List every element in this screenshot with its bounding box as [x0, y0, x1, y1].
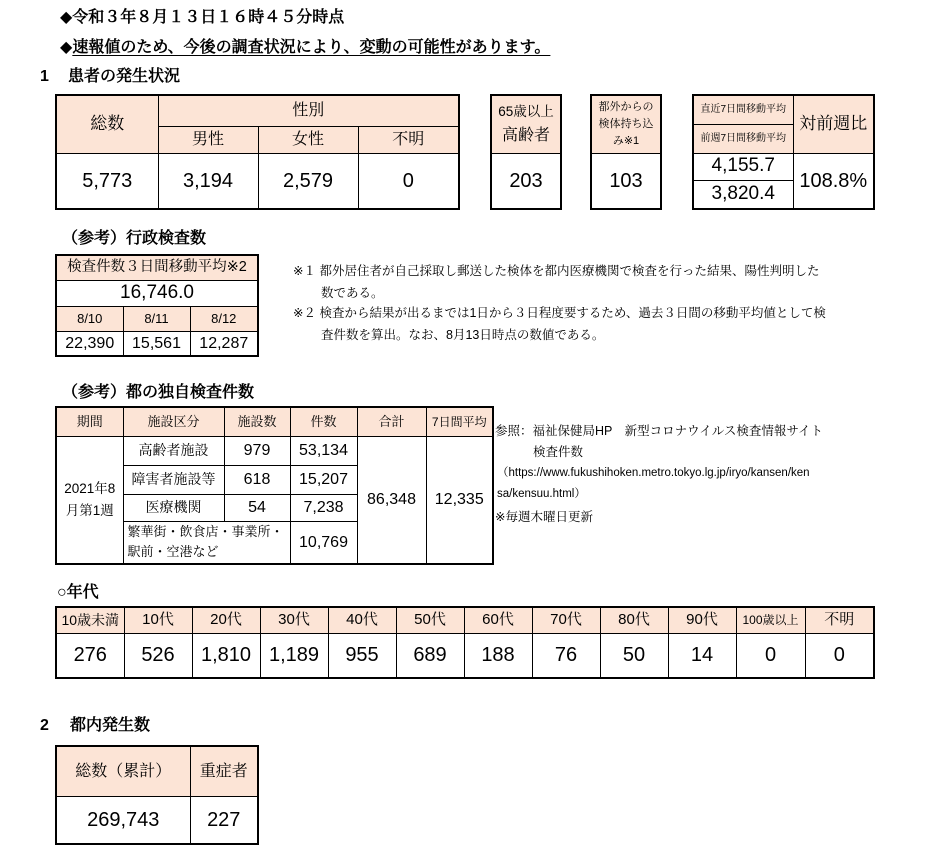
category-cell: 医療機関	[123, 494, 224, 521]
total-header: 合計	[357, 407, 426, 436]
age-group-value: 188	[464, 633, 532, 678]
cumulative-total-header: 総数（累計）	[56, 746, 190, 796]
elderly-table	[490, 94, 562, 210]
tokyo-tests-title: （参考）都の独自検査件数	[62, 384, 255, 401]
previous-average-value: 3,820.4	[693, 180, 793, 209]
seven-day-avg-value: 12,335	[426, 436, 493, 564]
admin-date-count: 22,390	[56, 331, 123, 356]
cumulative-table	[55, 745, 259, 845]
count-cell: 53,134	[290, 436, 357, 465]
notice-mark: ◆	[60, 39, 73, 56]
facilities-cell: 618	[224, 465, 290, 494]
age-group-header: 10代	[124, 607, 192, 633]
other-category-line2: 駅前・空港など	[127, 544, 219, 560]
age-group-value: 526	[124, 633, 192, 678]
note2-line2: 査件数を算出。なお、8月13日時点の数値である。	[321, 328, 605, 342]
age-group-header: 60代	[464, 607, 532, 633]
outside-tokyo-header	[591, 95, 661, 153]
weekly-average-table	[692, 94, 875, 210]
female-value: 2,579	[258, 153, 358, 209]
outside-tokyo-header-line1: 都外からの	[598, 100, 654, 113]
outside-tokyo-header-line2: 検体持ち込	[598, 117, 654, 130]
patients-table	[55, 94, 460, 210]
age-group-header: 30代	[260, 607, 328, 633]
facilities-cell: 54	[224, 494, 290, 521]
age-group-header: 不明	[805, 607, 874, 633]
age-group-header: 10歳未満	[56, 607, 124, 633]
age-group-header: 50代	[396, 607, 464, 633]
male-value: 3,194	[158, 153, 258, 209]
admin-avg-value: 16,746.0	[56, 280, 258, 306]
age-group-header: 40代	[328, 607, 396, 633]
outside-tokyo-table	[590, 94, 662, 210]
count-cell: 7,238	[290, 494, 357, 521]
elderly-header	[491, 95, 561, 153]
category-cell: 高齢者施設	[123, 436, 224, 465]
age-group-value: 689	[396, 633, 464, 678]
preliminary-notice	[60, 38, 550, 58]
elderly-header-line2: 高齢者	[501, 126, 550, 144]
note1-line1: ※１ 都外居住者が自己採取し郵送した検体を都内医療機関で検査を行った結果、陽性判明した	[293, 264, 820, 278]
period-line1: 2021年8	[64, 480, 116, 496]
age-group-value: 0	[736, 633, 805, 678]
notice-text: 速報値のため、今後の調査状況により、変動の可能性があります。	[72, 39, 551, 56]
age-group-value: 1,810	[192, 633, 260, 678]
category-cell: 障害者施設等	[123, 465, 224, 494]
facilities-cell: 979	[224, 436, 290, 465]
reference-line1: 参照：福祉保健局HP 新型コロナウイルス検査情報サイト	[495, 424, 824, 438]
age-group-header: 70代	[532, 607, 600, 633]
count-header: 件数	[290, 407, 357, 436]
outside-tokyo-header-line3: み※1	[612, 134, 640, 147]
female-header: 女性	[258, 126, 358, 153]
age-group-header: 90代	[668, 607, 736, 633]
admin-tests-table	[55, 254, 259, 357]
age-group-value: 14	[668, 633, 736, 678]
unknown-gender-value: 0	[358, 153, 459, 209]
seven-day-avg-header: 7日間平均	[426, 407, 493, 436]
report-timestamp: ◆令和３年８月１３日１６時４５分時点	[60, 9, 345, 26]
gender-header: 性別	[158, 95, 459, 126]
reference-url-line2: sa/kensuu.html）	[497, 488, 586, 500]
age-group-value: 76	[532, 633, 600, 678]
age-table	[55, 606, 875, 679]
week-ratio-header: 対前週比	[793, 95, 874, 153]
section2-title: 都内発生数	[70, 717, 151, 734]
note2-line1: ※２ 検査から結果が出るまでは1日から３日程度要するため、過去３日間の移動平均値として検	[293, 306, 826, 320]
total-value: 86,348	[357, 436, 426, 564]
age-group-header: 80代	[600, 607, 668, 633]
age-group-value: 1,189	[260, 633, 328, 678]
section1-title: 患者の発生状況	[68, 68, 181, 85]
other-category-line1: 繁華街・飲食店・事業所・	[127, 524, 284, 540]
elderly-header-line1: 65歳以上	[498, 103, 554, 119]
recent-average-value: 4,155.7	[693, 153, 793, 180]
count-cell: 15,207	[290, 465, 357, 494]
age-title: ○年代	[57, 584, 99, 601]
admin-date-header: 8/10	[56, 306, 123, 331]
week-ratio-value: 108.8%	[793, 153, 874, 209]
section1-number: 1	[40, 68, 49, 85]
severe-value: 227	[190, 796, 258, 844]
category-header: 施設区分	[123, 407, 224, 436]
cumulative-total-value: 269,743	[56, 796, 190, 844]
age-group-value: 276	[56, 633, 124, 678]
admin-date-count: 15,561	[123, 331, 190, 356]
age-group-value: 50	[600, 633, 668, 678]
admin-tests-title: （参考）行政検査数	[62, 230, 207, 247]
update-note: ※毎週木曜日更新	[495, 510, 593, 524]
outside-tokyo-value: 103	[591, 153, 661, 209]
age-group-value: 955	[328, 633, 396, 678]
tokyo-tests-table	[55, 406, 494, 565]
recent-average-header: 直近7日間移動平均	[693, 95, 793, 124]
period-header: 期間	[56, 407, 123, 436]
elderly-value: 203	[491, 153, 561, 209]
section2-number: 2	[40, 717, 49, 734]
age-group-header: 20代	[192, 607, 260, 633]
severe-header: 重症者	[190, 746, 258, 796]
admin-avg-header: 検査件数３日間移動平均※2	[56, 255, 258, 280]
total-value: 5,773	[56, 153, 158, 209]
period-line2: 月第1週	[65, 502, 114, 518]
period-cell	[56, 436, 123, 564]
admin-date-header: 8/11	[123, 306, 190, 331]
reference-line2: 検査件数	[533, 445, 584, 459]
total-header: 総数	[56, 95, 158, 153]
reference-url-line1: （https://www.fukushihoken.metro.tokyo.lg.jp/iryo/kansen/ken	[497, 467, 810, 479]
other-category-cell	[123, 521, 290, 564]
previous-average-header: 前週7日間移動平均	[693, 124, 793, 153]
unknown-gender-header: 不明	[358, 126, 459, 153]
facilities-header: 施設数	[224, 407, 290, 436]
male-header: 男性	[158, 126, 258, 153]
age-group-value: 0	[805, 633, 874, 678]
count-cell: 10,769	[290, 521, 357, 564]
admin-date-count: 12,287	[190, 331, 258, 356]
admin-date-header: 8/12	[190, 306, 258, 331]
age-group-header: 100歳以上	[736, 607, 805, 633]
note1-line2: 数である。	[321, 286, 384, 300]
